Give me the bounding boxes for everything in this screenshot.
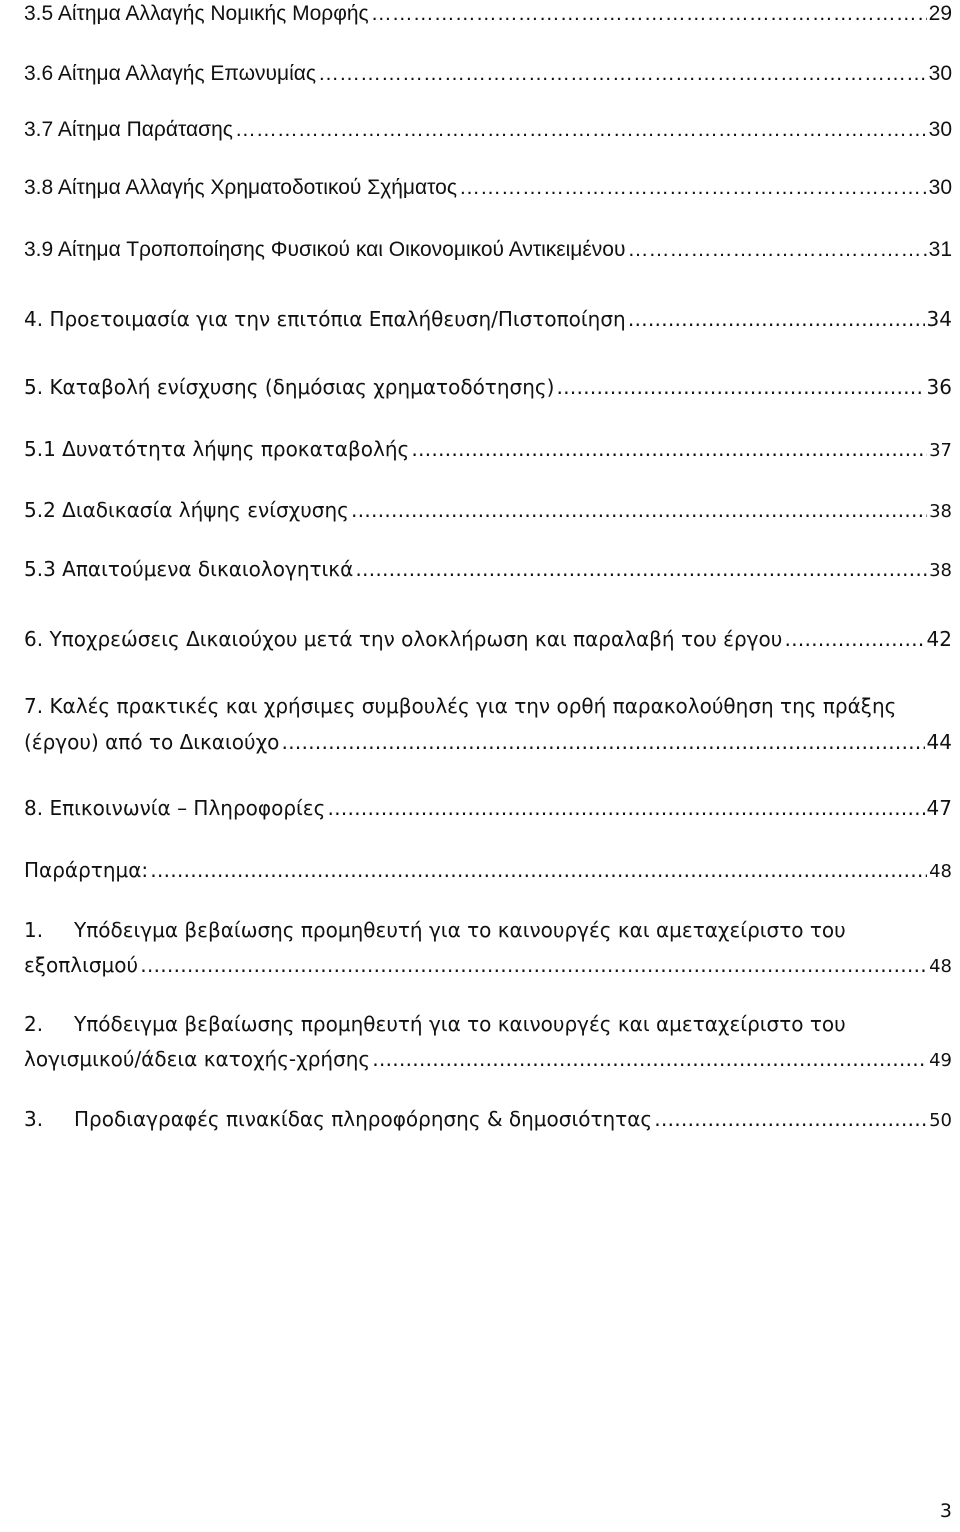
toc-entry-number: 2. <box>24 1012 44 1036</box>
toc-entry-title: 3.5 Αίτημα Αλλαγής Νομικής Μορφής <box>24 2 369 25</box>
toc-entry-appendix-1-line1[interactable] <box>24 918 952 942</box>
toc-entry-5-2[interactable] <box>24 498 952 522</box>
toc-entry-title: 5.1 Δυνατότητα λήψης προκαταβολής <box>24 437 410 461</box>
toc-entry-appendix[interactable] <box>24 858 952 882</box>
toc-entry-title: 5.2 Διαδικασία λήψης ενίσχυσης <box>24 498 349 522</box>
toc-leader-dots <box>372 1047 927 1071</box>
toc-entry-title: 3.7 Αίτημα Παράτασης <box>24 118 233 141</box>
toc-entry-title: (έργου) από το Δικαιούχο <box>24 730 280 754</box>
toc-entry-page: 38 <box>929 501 952 522</box>
toc-leader-dots <box>351 498 927 522</box>
toc-entry-appendix-3[interactable] <box>24 1107 952 1131</box>
toc-entry-7[interactable] <box>24 730 952 754</box>
toc-entry-title: 3.6 Αίτημα Αλλαγής Επωνυμίας <box>24 62 317 85</box>
toc-entry-8[interactable] <box>24 796 952 820</box>
toc-leader-dots <box>355 557 927 581</box>
toc-entry-5[interactable] <box>24 375 952 399</box>
toc-entry-4[interactable] <box>24 307 952 331</box>
toc-entry-title: Προδιαγραφές πινακίδας πληροφόρησης & δημοσιότητας <box>74 1107 653 1131</box>
toc-entry-3-9[interactable] <box>24 238 952 262</box>
toc-entry-page: 30 <box>928 118 952 141</box>
toc-entry-3-5[interactable] <box>24 2 952 26</box>
toc-entry-7-line1[interactable]: 7. Καλές πρακτικές και χρήσιμες συμβουλές για την ορθή παρακολούθηση της πράξης <box>24 694 897 718</box>
toc-leader-dots <box>556 375 924 399</box>
toc-entry-title: 5.3 Απαιτούμενα δικαιολογητικά <box>24 557 354 581</box>
toc-leader-dots <box>627 238 926 262</box>
toc-leader-dots <box>628 307 925 331</box>
toc-leader-dots <box>327 796 924 820</box>
toc-entry-appendix-2[interactable] <box>24 1047 952 1071</box>
toc-entry-page: 30 <box>928 176 952 199</box>
toc-entry-page: 49 <box>929 1050 952 1071</box>
toc-entry-page: 36 <box>926 375 952 399</box>
toc-entry-5-3[interactable] <box>24 557 952 581</box>
toc-entry-page: 48 <box>929 861 952 882</box>
toc-leader-dots <box>235 118 927 142</box>
toc-entry-title: εξοπλισμού <box>24 953 139 977</box>
toc-entry-3-6[interactable] <box>24 62 952 86</box>
toc-entry-title: 3.8 Αίτημα Αλλαγής Χρηματοδοτικού Σχήματος <box>24 176 457 199</box>
toc-entry-title: Υπόδειγμα βεβαίωσης προμηθευτή για το καινουργές και αμεταχείριστο του <box>74 1012 846 1036</box>
toc-entry-page: 42 <box>926 627 952 651</box>
toc-entry-appendix-2-line1[interactable] <box>24 1012 952 1036</box>
toc-entry-title: 3.9 Αίτημα Τροποποίησης Φυσικού και Οικονομικού Αντικειμένου <box>24 238 626 261</box>
toc-entry-title: 6. Υποχρεώσεις Δικαιούχου μετά την ολοκλήρωση και παραλαβή του έργου <box>24 627 783 651</box>
toc-entry-page: 34 <box>926 307 952 331</box>
toc-entry-number: 1. <box>24 918 44 942</box>
toc-leader-dots <box>784 627 924 651</box>
toc-entry-3-7[interactable] <box>24 118 952 142</box>
toc-entry-title: 5. Καταβολή ενίσχυσης (δημόσιας χρηματοδότησης) <box>24 375 555 399</box>
toc-leader-dots <box>150 858 927 882</box>
toc-entry-title: 4. Προετοιμασία για την επιτόπια Επαλήθευση/Πιστοποίηση <box>24 307 626 331</box>
toc-entry-title: Υπόδειγμα βεβαίωσης προμηθευτή για το καινουργές και αμεταχείριστο του <box>74 918 846 942</box>
toc-entry-page: 29 <box>928 2 952 25</box>
toc-entry-5-1[interactable] <box>24 437 952 461</box>
toc-entry-page: 38 <box>929 560 952 581</box>
toc-leader-dots <box>371 2 927 26</box>
toc-entry-page: 47 <box>926 796 952 820</box>
toc-leader-dots <box>654 1107 927 1131</box>
toc-entry-page: 48 <box>929 956 952 977</box>
toc-entry-title: λογισμικού/άδεια κατοχής-χρήσης <box>24 1047 371 1071</box>
page-number: 3 <box>939 1500 952 1522</box>
toc-entry-page: 30 <box>928 62 952 85</box>
toc-entry-page: 31 <box>928 238 952 261</box>
toc-leader-dots <box>318 62 927 86</box>
toc-entry-page: 44 <box>926 730 952 754</box>
toc-leader-dots <box>411 437 927 461</box>
toc-entry-appendix-1[interactable] <box>24 953 952 977</box>
toc-entry-3-8[interactable] <box>24 176 952 200</box>
toc-entry-page: 37 <box>929 440 952 461</box>
toc-leader-dots <box>281 730 924 754</box>
toc-entry-page: 50 <box>929 1110 952 1131</box>
toc-leader-dots <box>140 953 927 977</box>
toc-entry-title: 8. Επικοινωνία – Πληροφορίες <box>24 796 326 820</box>
toc-entry-title-wrap <box>24 1107 652 1131</box>
toc-entry-6[interactable] <box>24 627 952 651</box>
toc-entry-number: 3. <box>24 1107 44 1131</box>
toc-entry-title: Παράρτημα: <box>24 858 149 882</box>
toc-leader-dots <box>459 176 927 200</box>
